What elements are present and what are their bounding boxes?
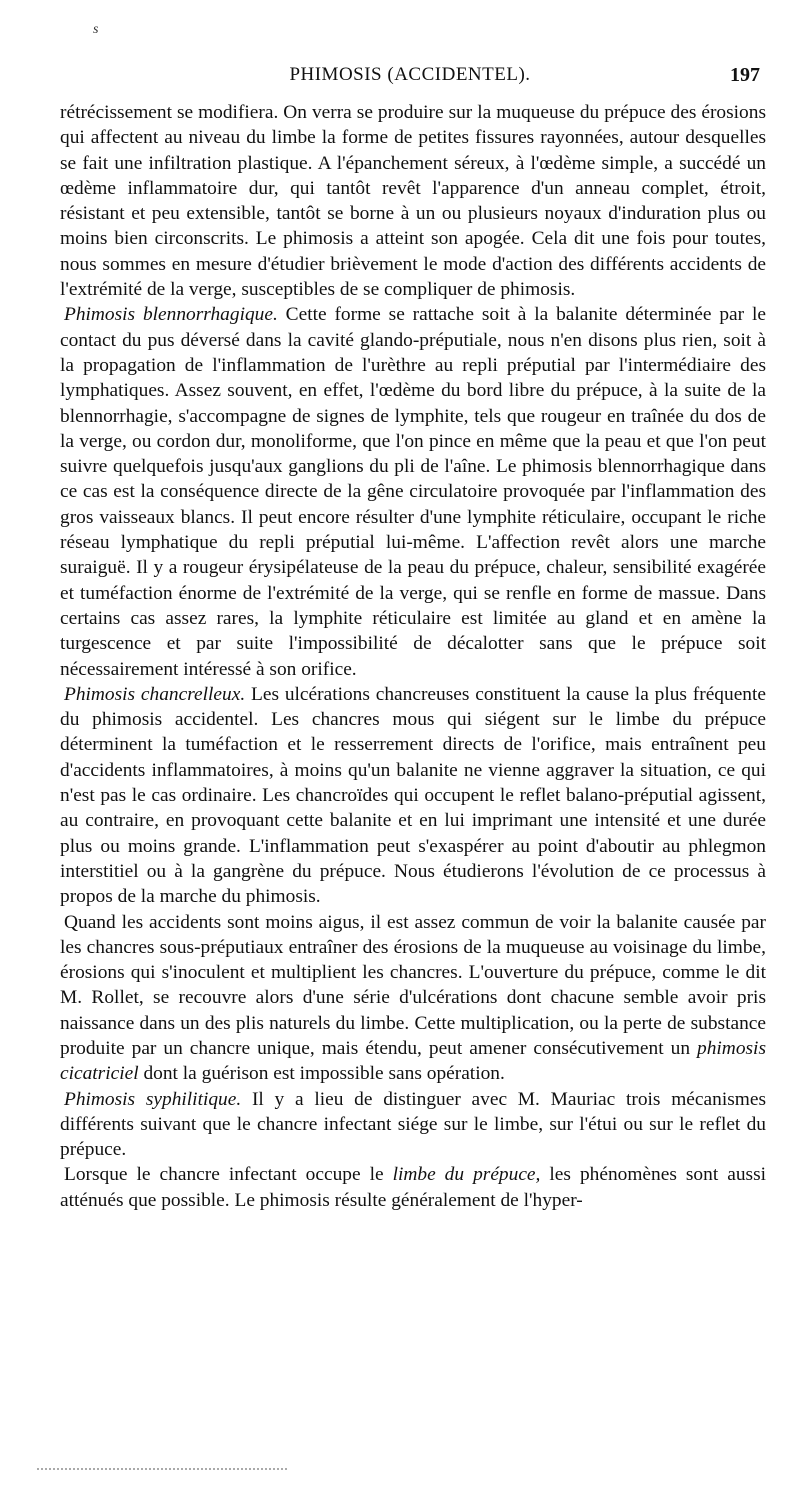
paragraph-4-text-a: Quand les accidents sont moins aigus, il est assez commun de voir la balanite causée par les chancres sous-préputiaux entraîner des érosions de la muqueuse au voisinage du limbe, érosions qui s'inoculent et multiplient les chancres. L'ouverture du prépuce, comme le dit M. Rollet, se recouvre alors d'une série d'ulcérations dont chacune semble avoir pris naissance dans un des plis naturels du limbe. Cette multiplication, ou la perte de substance produite par un chancre unique, mais étendu, peut amener consécutivement un	[60, 911, 766, 1059]
body-text	[60, 100, 766, 1213]
paragraph-5-heading: Phimosis syphilitique.	[64, 1088, 242, 1110]
paragraph-6-term: limbe du prépuce,	[392, 1164, 541, 1186]
paragraph-3-text: Les ulcérations chancreuses constituent la cause la plus fréquente du phimosis accidentel. Les chancres mous qui siégent sur le limbe du prépuce déterminent la tuméfaction et le resserrement directs de l'orifice, mais entraînent peu d'accidents inflammatoires, à moins qu'un balanite ne vienne aggraver la situation, ce qui n'est pas le cas ordinaire. Les chancroïdes qui occupent le reflet balano-préputial agissent, au contraire, en provoquant cette balanite et en lui imprimant une intensité et une durée plus ou moins grande. L'inflammation peut s'exaspérer au point d'aboutir au phlegmon interstitiel ou à la gangrène du prépuce. Nous étudierons l'évolution de ce processus à propos de la marche du phimosis.	[60, 683, 766, 908]
paragraph-5	[60, 1087, 766, 1163]
footer-dotted-rule	[37, 1468, 287, 1470]
paragraph-6-text-b: les phénomènes sont aussi atténués que possible. Le phimosis résulte généralement de l'hyper-	[60, 1164, 766, 1211]
paragraph-4	[60, 910, 766, 1087]
paragraph-4-text-b: dont la guérison est impossible sans opération.	[138, 1063, 505, 1085]
page-number: 197	[730, 64, 760, 86]
paragraph-1	[60, 100, 766, 302]
paragraph-3-heading: Phimosis chancrelleux.	[64, 683, 246, 705]
paragraph-3	[60, 682, 766, 910]
paragraph-6-text-a: Lorsque le chancre infectant occupe le	[64, 1164, 393, 1186]
paragraph-2-heading: Phimosis blennorrhagique.	[64, 304, 278, 326]
paragraph-5-text: Il y a lieu de distinguer avec M. Mauriac trois mécanismes différents suivant que le chancre infectant siége sur le limbe, sur l'étui ou sur le reflet du prépuce.	[60, 1088, 766, 1161]
paragraph-6	[60, 1162, 766, 1213]
running-header	[60, 64, 760, 94]
paragraph-1-text: rétrécissement se modifiera. On verra se produire sur la muqueuse du prépuce des érosions qui affectent au niveau du limbe la forme de petites fissures rayonnées, autour desquelles se fait une infiltration plastique. A l'épanchement séreux, à l'œdème simple, a succédé un œdème inflammatoire dur, qui tantôt revêt l'apparence d'un anneau complet, étroit, résistant et peu extensible, tantôt se borne à un ou plusieurs noyaux d'induration plus ou moins bien circonscrits. Le phimosis a atteint son apogée. Cela dit une fois pour toutes, nous sommes en mesure d'étudier brièvement le mode d'action des différents accidents de l'extrémité de la verge, susceptibles de se compliquer de phimosis.	[60, 102, 766, 301]
paragraph-2	[60, 302, 766, 681]
paragraph-4-term: phimosis cicatriciel	[60, 1037, 766, 1085]
paragraph-2-text: Cette forme se rattache soit à la balanite déterminée par le contact du pus déversé dans la cavité glando-préputiale, nous n'en disons plus rien, soit à la propagation de l'inflammation de l'urèthre au repli préputial par l'intermédiaire des lymphatiques. Assez souvent, en effet, l'œdème du bord libre du prépuce, à la suite de la blennorrhagie, s'accompagne de signes de lymphite, tels que rougeur en traînée du dos de la verge, ou cordon dur, monoliforme, que l'on pince en même que la peau et que l'on peut suivre quelquefois jusqu'aux ganglions du pli de l'aîne. Le phimosis blennorrhagique dans ce cas est la conséquence directe de la gêne circulatoire provoquée par l'inflammation des gros vaisseaux blancs. Il peut encore résulter d'une lymphite réticulaire, occupant le riche réseau lymphatique du repli préputial lui-même. L'affection revêt alors une marche suraiguë. Il y a rougeur érysipélateuse de la peau du prépuce, chaleur, sensibilité exagérée et tuméfaction énorme de l'extrémité de la verge, qui se renfle en forme de massue. Dans certains cas assez rares, la lymphite réticulaire est limitée au gland et en amène la turgescence et par suite l'impossibilité de décalotter sans que le prépuce soit nécessairement intéressé à son orifice.	[60, 304, 766, 680]
running-title: PHIMOSIS (ACCIDENTEL).	[289, 64, 531, 85]
stray-ink-mark: s	[93, 22, 99, 37]
